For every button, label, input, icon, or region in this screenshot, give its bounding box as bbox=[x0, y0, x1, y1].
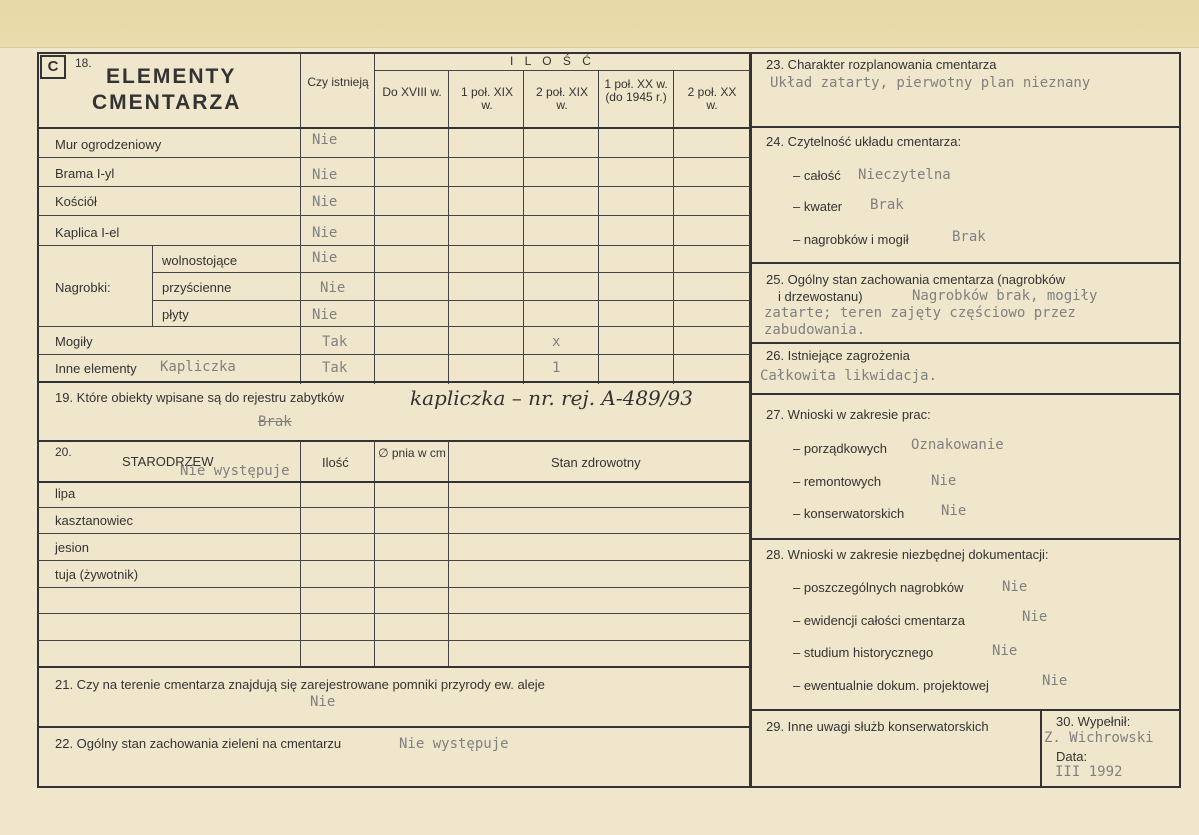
row-value-mogily: Tak bbox=[322, 334, 348, 350]
row-label-plyty: płyty bbox=[162, 307, 189, 322]
s25-value-line1: Nagrobków brak, mogiły bbox=[912, 288, 1098, 304]
s28-poszczegolnych-label: – poszczególnych nagrobków bbox=[793, 580, 964, 595]
s19-typed-struck: Brak bbox=[258, 414, 292, 430]
qty-col-xviii: Do XVIII w. bbox=[382, 85, 442, 99]
s25-value-line3: zabudowania. bbox=[764, 322, 866, 338]
row-inne-2pol-xix: 1 bbox=[552, 360, 561, 376]
row-value-przyscienne: Nie bbox=[320, 280, 346, 296]
s24-kwater-label: – kwater bbox=[793, 199, 843, 214]
s24-nagrobkow-value: Brak bbox=[952, 229, 986, 245]
section-18-title-line1: ELEMENTY bbox=[106, 65, 237, 88]
s20-col-trunk: ∅ pnia w cm bbox=[378, 446, 446, 460]
tree-jesion: jesion bbox=[55, 540, 89, 555]
s22-value: Nie występuje bbox=[399, 736, 509, 752]
s20-number: 20. bbox=[55, 445, 72, 459]
s24-calosc-label: – całość bbox=[793, 168, 841, 183]
s27-remontowych-label: – remontowych bbox=[793, 474, 882, 489]
tree-lipa: lipa bbox=[55, 486, 76, 501]
section-letter-box: C bbox=[40, 55, 66, 79]
s26-value: Całkowita likwidacja. bbox=[760, 368, 938, 384]
s28-projektowe-label: – ewentualnie dokum. projektowej bbox=[793, 678, 989, 693]
s27-label: 27. Wnioski w zakresie prac: bbox=[766, 407, 931, 422]
s30-label: 30. Wypełnił: bbox=[1056, 714, 1131, 729]
s24-kwater-value: Brak bbox=[870, 197, 904, 213]
tree-tuja: tuja (żywotnik) bbox=[55, 567, 139, 582]
qty-col-2pol-xix: 2 poł. XIX w. bbox=[535, 85, 589, 112]
s25-label-line2: i drzewostanu) bbox=[778, 289, 863, 304]
row-label-kaplica: Kaplica I-el bbox=[55, 225, 120, 240]
row-value-mur: Nie bbox=[312, 132, 338, 148]
row-mogily-2pol-xix: x bbox=[552, 334, 561, 350]
s24-calosc-value: Nieczytelna bbox=[858, 167, 951, 183]
row-value-kosciol: Nie bbox=[312, 194, 338, 210]
qty-col-1pol-xx: 1 poł. XX w. (do 1945 r.) bbox=[604, 77, 668, 104]
s30-date-value: III 1992 bbox=[1055, 764, 1123, 780]
s28-label: 28. Wnioski w zakresie niezbędnej dokumentacji: bbox=[766, 547, 1049, 562]
s28-ewidencji-value: Nie bbox=[1022, 609, 1048, 625]
s28-projektowe-value: Nie bbox=[1042, 673, 1068, 689]
tree-kasztanowiec: kasztanowiec bbox=[55, 513, 134, 528]
row-value-inne: Tak bbox=[322, 360, 348, 376]
s23-value: Układ zatarty, pierwotny plan nieznany bbox=[770, 75, 1091, 91]
s28-poszczegolnych-value: Nie bbox=[1002, 579, 1028, 595]
row-label-mogily: Mogiły bbox=[55, 334, 93, 349]
s20-col-health: Stan zdrowotny bbox=[551, 455, 641, 470]
s25-label-line1: 25. Ogólny stan zachowania cmentarza (nagrobków bbox=[766, 272, 1066, 287]
s27-remontowych-value: Nie bbox=[931, 473, 957, 489]
row-label-wolnostojace: wolnostojące bbox=[162, 253, 238, 268]
row-value-kaplica: Nie bbox=[312, 225, 338, 241]
s27-konserwatorskich-label: – konserwatorskich bbox=[793, 506, 905, 521]
section-18-title-line2: CMENTARZA bbox=[92, 91, 242, 114]
s27-porzadkowych-value: Oznakowanie bbox=[911, 437, 1004, 453]
qty-col-2pol-xx: 2 poł. XX w. bbox=[687, 85, 737, 112]
row-label-przyscienne: przyścienne bbox=[162, 280, 232, 295]
s28-studium-value: Nie bbox=[992, 643, 1018, 659]
s19-label: 19. Które obiekty wpisane są do rejestru zabytków bbox=[55, 390, 345, 405]
s28-studium-label: – studium historycznego bbox=[793, 645, 934, 660]
s29-label: 29. Inne uwagi służb konserwatorskich bbox=[766, 719, 989, 734]
s27-porzadkowych-label: – porządkowych bbox=[793, 441, 887, 456]
row-label-inne: Inne elementy bbox=[55, 361, 137, 376]
s23-label: 23. Charakter rozplanowania cmentarza bbox=[766, 57, 997, 72]
row-value-wolnostojace: Nie bbox=[312, 250, 338, 266]
qty-col-1pol-xix: 1 poł. XIX w. bbox=[460, 85, 514, 112]
s28-ewidencji-label: – ewidencji całości cmentarza bbox=[793, 613, 965, 628]
s30-date-label: Data: bbox=[1056, 749, 1088, 764]
row-value-plyty: Nie bbox=[312, 307, 338, 323]
row-inne-typed-name: Kapliczka bbox=[160, 359, 236, 375]
s27-konserwatorskich-value: Nie bbox=[941, 503, 967, 519]
col-exists-header: Czy istnieją bbox=[307, 75, 369, 89]
s21-label: 21. Czy na terenie cmentarza znajdują się zarejestrowane pomniki przyrody ew. aleje bbox=[55, 677, 545, 692]
row-value-brama: Nie bbox=[312, 167, 338, 183]
s20-col-qty: Ilość bbox=[322, 455, 349, 470]
col-quantity-header: I L O Ś Ć bbox=[510, 54, 595, 68]
row-label-mur: Mur ogrodzeniowy bbox=[55, 137, 162, 152]
s25-value-line2: zatarte; teren zajęty częściowo przez bbox=[764, 305, 1076, 321]
s22-label: 22. Ogólny stan zachowania zieleni na cmentarzu bbox=[55, 736, 342, 751]
section-18-number: 18. bbox=[75, 56, 92, 70]
row-label-nagrobki: Nagrobki: bbox=[55, 280, 111, 295]
s20-title: STARODRZEW bbox=[122, 454, 214, 469]
s30-name: Z. Wichrowski bbox=[1044, 730, 1154, 746]
adhesive-tape-strip bbox=[0, 0, 1199, 50]
row-label-kosciol: Kościół bbox=[55, 194, 97, 209]
s21-value: Nie bbox=[310, 694, 336, 710]
s24-label: 24. Czytelność układu cmentarza: bbox=[766, 134, 962, 149]
s20-typed-value: Nie występuje bbox=[180, 463, 290, 479]
row-label-brama: Brama I-yl bbox=[55, 166, 115, 181]
s24-nagrobkow-label: – nagrobków i mogił bbox=[793, 232, 909, 247]
s26-label: 26. Istniejące zagrożenia bbox=[766, 348, 910, 363]
s19-handwritten-entry: kapliczka – nr. rej. A-489/93 bbox=[410, 386, 693, 410]
